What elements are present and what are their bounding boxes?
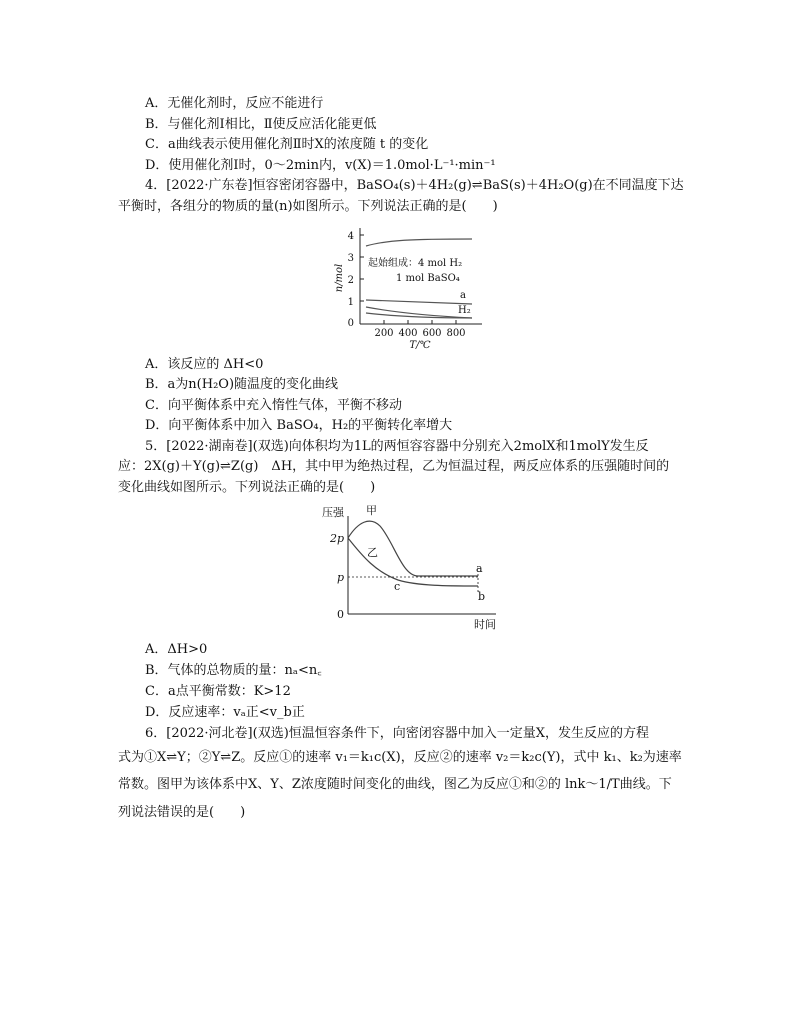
- q4-annotation-1: 起始组成：4 mol H₂: [368, 258, 463, 269]
- q4-xlabel: T/℃: [409, 340, 431, 351]
- q6-line1: 6．[2022·河北卷](双选)恒温恒容条件下，向密闭容器中加入一定量X，发生反应的方程: [145, 726, 650, 741]
- q4-ytick-2: 2: [347, 275, 354, 286]
- q6-line3: 常数。图甲为该体系中X、Y、Z浓度随时间变化的曲线，图乙为反应①和②的 lnk～1/T曲线。下: [118, 777, 672, 792]
- q5-option-b: B．气体的总物质的量：nₐ<n꜀: [145, 663, 322, 678]
- q3-option-c: C．a曲线表示使用催化剂Ⅱ时X的浓度随 t 的变化: [145, 137, 429, 152]
- q4-xtick-200: 200: [374, 328, 394, 339]
- q4-option-a: A．该反应的 ΔH<0: [145, 357, 264, 372]
- q5-label-yi: 乙: [367, 546, 378, 559]
- q5-xlabel: 时间: [474, 618, 496, 631]
- q5-stem-line1: 5．[2022·湖南卷](双选)向体积均为1L的两恒容容器中分别充入2molX和1molY发生反: [145, 439, 649, 454]
- q6-line4: 列说法错误的是( ): [118, 805, 246, 820]
- q5-label-jia: 甲: [366, 504, 377, 517]
- q4-xtick-800: 800: [446, 328, 466, 339]
- q3-option-d: D．使用催化剂Ⅰ时，0～2min内，v(X)＝1.0mol·L⁻¹·min⁻¹: [145, 158, 496, 173]
- q5-ylabel: 压强: [322, 506, 344, 519]
- q4-annotation-2: 1 mol BaSO₄: [396, 273, 460, 284]
- q4-xtick-600: 600: [422, 328, 442, 339]
- q5-option-a: A．ΔH>0: [145, 642, 208, 657]
- q5-label-p: p: [336, 571, 344, 584]
- q5-option-c: C．a点平衡常数：K>12: [145, 684, 291, 699]
- q5-option-d: D．反应速率：vₐ正<v_b正: [145, 705, 305, 720]
- q4-ytick-4: 4: [347, 231, 354, 242]
- q4-xtick-400: 400: [398, 328, 418, 339]
- q5-stem-line3: 变化曲线如图所示。下列说法正确的是( ): [118, 480, 376, 495]
- q4-option-d: D．向平衡体系中加入 BaSO₄，H₂的平衡转化率增大: [145, 418, 453, 433]
- q4-curve-top: [366, 239, 472, 246]
- q5-label-0: 0: [337, 608, 344, 621]
- q4-stem-line1: 4．[2022·广东卷]恒容密闭容器中，BaSO₄(s)＋4H₂(g)⇌BaS(s)＋4H₂O(g)在不同温度下达: [145, 178, 684, 193]
- q4-curve-a: [366, 300, 472, 304]
- q4-stem-line2: 平衡时，各组分的物质的量(n)如图所示。下列说法正确的是( ): [118, 199, 498, 214]
- q6-line2: 式为①X⇌Y；②Y⇌Z。反应①的速率 v₁＝k₁c(X)，反应②的速率 v₂＝k₂c(Y)，式中 k₁、k₂为速率: [118, 750, 682, 765]
- q4-label-a: a: [460, 290, 466, 301]
- q4-ylabel: n/mol: [334, 263, 345, 293]
- q4-ytick-3: 3: [347, 253, 354, 264]
- q4-option-b: B．a为n(H₂O)随温度的变化曲线: [145, 377, 339, 392]
- q4-ytick-0: 0: [347, 318, 354, 329]
- q5-label-2p: 2p: [329, 532, 344, 545]
- q5-label-b: b: [478, 590, 486, 603]
- q4-figure: [332, 220, 492, 352]
- q4-curve-h2: [366, 307, 472, 318]
- q4-label-h2: H₂: [458, 305, 471, 316]
- q5-figure: [318, 502, 508, 632]
- q5-label-a: a: [476, 562, 483, 575]
- q3-option-b: B．与催化剂Ⅰ相比，Ⅱ使反应活化能更低: [145, 117, 377, 132]
- q5-label-c: c: [394, 580, 401, 593]
- q5-stem-line2: 应：2X(g)＋Y(g)⇌Z(g) ΔH，其中甲为绝热过程，乙为恒温过程，两反应体系的压强随时间的: [118, 459, 670, 474]
- q4-option-c: C．向平衡体系中充入惰性气体，平衡不移动: [145, 398, 402, 413]
- q3-option-a: A．无催化剂时，反应不能进行: [145, 96, 324, 111]
- q4-ytick-1: 1: [347, 297, 354, 308]
